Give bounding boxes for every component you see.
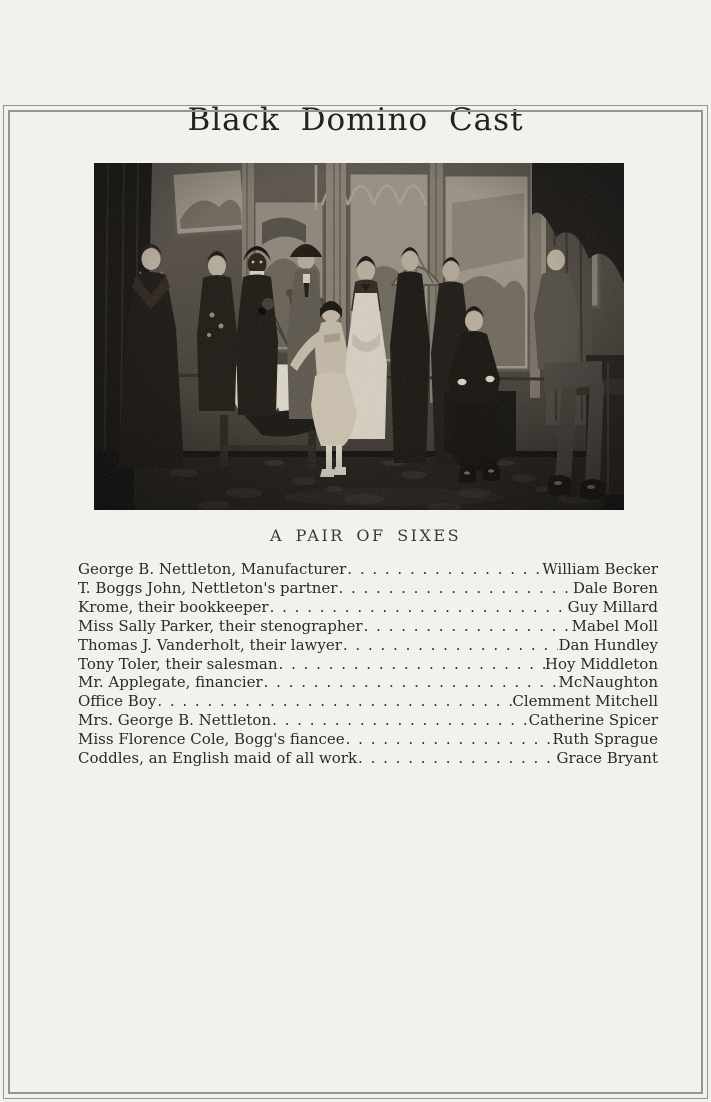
- cast-actor: Dan Hundley: [558, 635, 658, 654]
- cast-actor: Catherine Spicer: [528, 711, 658, 730]
- cast-role: Mrs. George B. Nettleton: [78, 711, 272, 730]
- cast-actor: Guy Millard: [567, 597, 658, 616]
- dot-leader: [342, 636, 559, 655]
- cast-actor: Grace Bryant: [556, 749, 658, 768]
- cast-row: [78, 560, 658, 579]
- cast-row: [78, 730, 658, 749]
- cast-role: Thomas J. Vanderholt, their lawyer: [78, 635, 342, 654]
- dot-leader: [156, 692, 512, 711]
- cast-row: [78, 598, 658, 617]
- cast-row: [78, 617, 658, 636]
- cast-actor: Dale Boren: [572, 578, 658, 597]
- cast-actor: William Becker: [542, 560, 658, 578]
- cast-role: T. Boggs John, Nettleton's partner: [78, 578, 338, 597]
- cast-role: Miss Florence Cole, Bogg's fiancee: [78, 730, 345, 749]
- cast-row: [78, 673, 658, 692]
- cast-role: Coddles, an English maid of all work: [78, 749, 358, 768]
- cast-row: [78, 749, 658, 768]
- cast-role: Mr. Applegate, financier: [78, 673, 263, 692]
- cast-role: Miss Sally Parker, their stenographer: [78, 616, 363, 635]
- cast-actor: McNaughton: [558, 673, 658, 692]
- photo-caption: A PAIR OF SIXES: [269, 526, 462, 545]
- cast-role: George B. Nettleton, Manufacturer: [78, 560, 347, 578]
- cast-row: [78, 711, 658, 730]
- dot-leader: [363, 617, 572, 636]
- dot-leader: [269, 598, 568, 617]
- cast-row: [78, 636, 658, 655]
- cast-actor: Mabel Moll: [571, 616, 658, 635]
- page-title: Black Domino Cast: [187, 102, 524, 138]
- cast-photo-illustration: [94, 163, 624, 510]
- dot-leader: [271, 711, 529, 730]
- dot-leader: [357, 749, 557, 768]
- dot-leader: [263, 673, 559, 692]
- cast-role: Office Boy: [78, 692, 157, 711]
- dot-leader: [346, 560, 542, 579]
- dot-leader: [345, 730, 553, 749]
- dot-leader: [337, 579, 572, 598]
- cast-row: [78, 579, 658, 598]
- cast-list: [78, 560, 658, 768]
- cast-actor: Hoy Middleton: [544, 654, 658, 673]
- cast-role: Tony Toler, their salesman: [78, 654, 278, 673]
- cast-row: [78, 692, 658, 711]
- cast-photo: [94, 163, 624, 510]
- cast-actor: Ruth Sprague: [552, 730, 658, 749]
- cast-row: [78, 655, 658, 674]
- cast-actor: Clemment Mitchell: [512, 692, 658, 711]
- dot-leader: [278, 655, 545, 674]
- cast-role: Krome, their bookkeeper: [78, 597, 269, 616]
